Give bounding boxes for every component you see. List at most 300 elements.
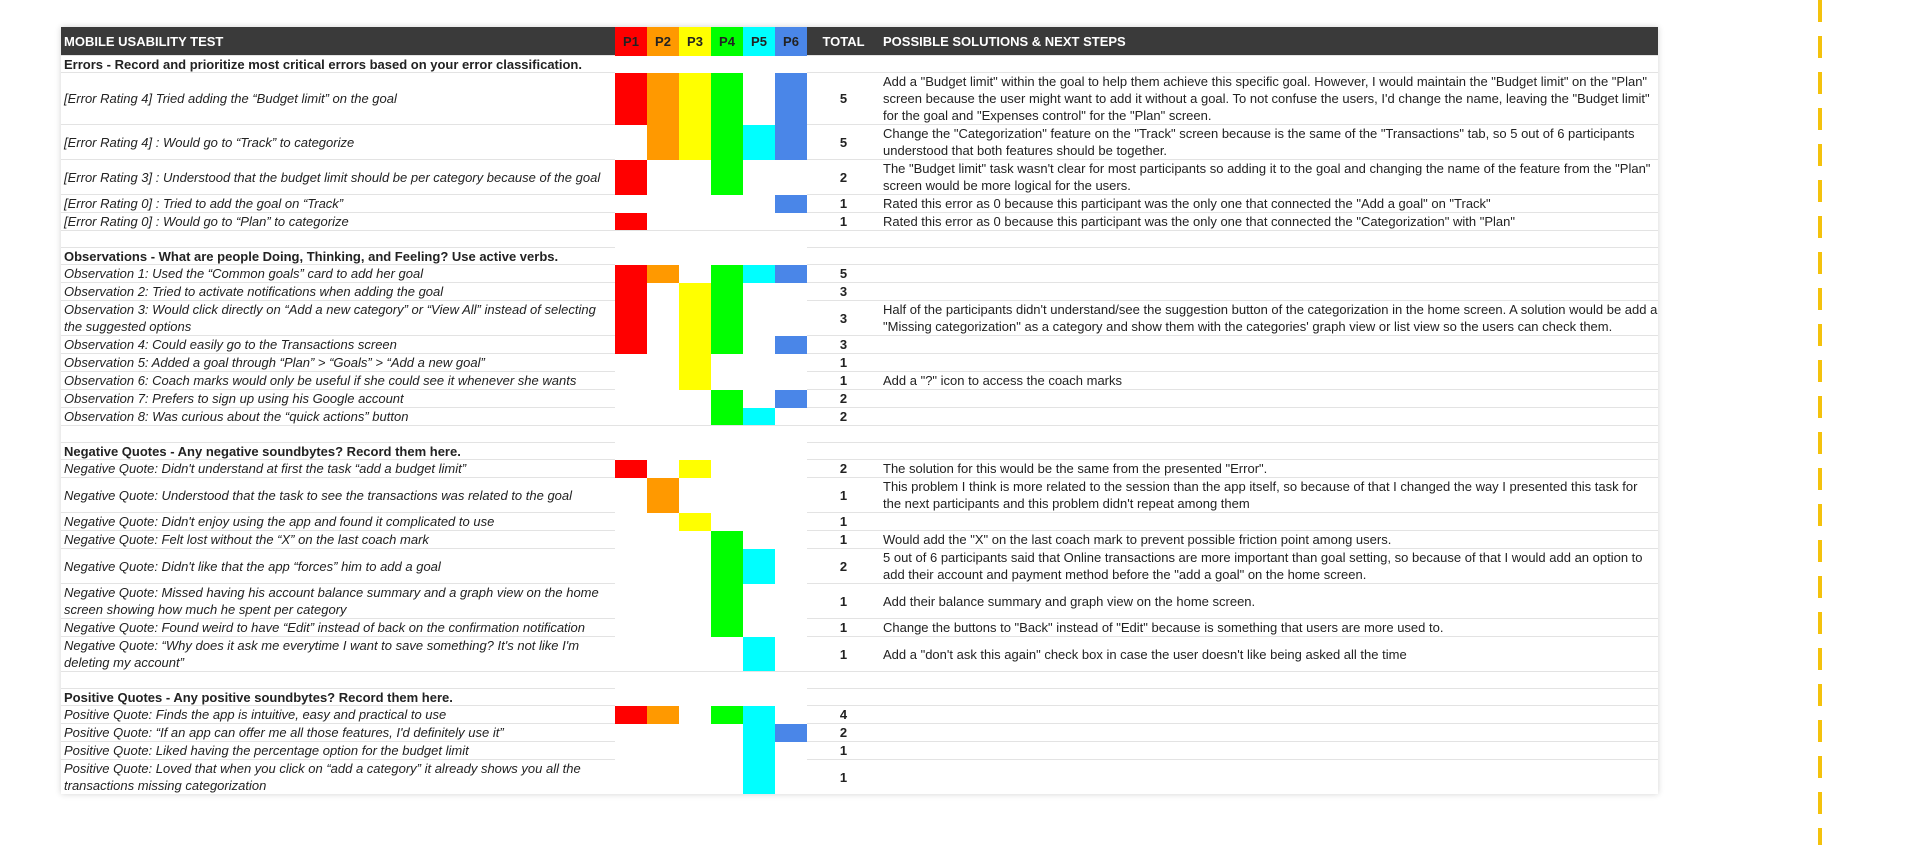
participant-mark-p5 bbox=[743, 531, 775, 549]
table-row bbox=[61, 742, 1658, 760]
participant-mark-p4 bbox=[711, 390, 743, 408]
header-p5: P5 bbox=[743, 27, 775, 56]
empty-cell bbox=[615, 443, 647, 460]
participant-mark-p4 bbox=[711, 195, 743, 213]
total-count: 2 bbox=[807, 460, 880, 478]
participant-mark-p2 bbox=[647, 265, 679, 283]
participant-mark-p1 bbox=[615, 283, 647, 301]
participant-mark-p2 bbox=[647, 125, 679, 160]
participant-mark-p3 bbox=[679, 408, 711, 426]
participant-mark-p3 bbox=[679, 390, 711, 408]
participant-mark-p5 bbox=[743, 408, 775, 426]
participant-mark-p1 bbox=[615, 460, 647, 478]
empty-cell bbox=[743, 248, 775, 265]
table-row bbox=[61, 460, 1658, 478]
empty-cell bbox=[807, 56, 880, 73]
participant-mark-p6 bbox=[775, 160, 807, 195]
solution-text: This problem I think is more related to the session than the app itself, so because of that I changed the way I presented this task for the next participants and this problem didn't repeat among them bbox=[880, 478, 1658, 513]
participant-mark-p2 bbox=[647, 195, 679, 213]
spacer-cell bbox=[61, 231, 1658, 248]
participant-mark-p4 bbox=[711, 372, 743, 390]
table-row bbox=[61, 724, 1658, 742]
total-count: 5 bbox=[807, 265, 880, 283]
total-count: 2 bbox=[807, 160, 880, 195]
table-row bbox=[61, 619, 1658, 637]
finding-label: Negative Quote: Missed having his account balance summary and a graph view on the home screen showing how much he spent per category bbox=[61, 584, 615, 619]
participant-mark-p5 bbox=[743, 301, 775, 336]
table-row bbox=[61, 125, 1658, 160]
empty-cell bbox=[880, 248, 1658, 265]
section-title: Observations - What are people Doing, Thinking, and Feeling? Use active verbs. bbox=[61, 248, 615, 265]
participant-mark-p2 bbox=[647, 760, 679, 795]
table-row bbox=[61, 478, 1658, 513]
empty-cell bbox=[647, 689, 679, 706]
solution-text: The solution for this would be the same from the presented "Error". bbox=[880, 460, 1658, 478]
solution-text: Rated this error as 0 because this participant was the only one that connected the "Categorization" with "Plan" bbox=[880, 213, 1658, 231]
finding-label: Observation 1: Used the “Common goals” card to add her goal bbox=[61, 265, 615, 283]
participant-mark-p4 bbox=[711, 301, 743, 336]
participant-mark-p4 bbox=[711, 160, 743, 195]
table-row bbox=[61, 637, 1658, 672]
header-row bbox=[61, 27, 1658, 56]
participant-mark-p2 bbox=[647, 460, 679, 478]
section-title: Negative Quotes - Any negative soundbytes? Record them here. bbox=[61, 443, 615, 460]
participant-mark-p3 bbox=[679, 372, 711, 390]
participant-mark-p1 bbox=[615, 354, 647, 372]
empty-cell bbox=[775, 56, 807, 73]
empty-cell bbox=[679, 689, 711, 706]
participant-mark-p1 bbox=[615, 706, 647, 724]
participant-mark-p5 bbox=[743, 724, 775, 742]
table-row bbox=[61, 706, 1658, 724]
empty-cell bbox=[880, 689, 1658, 706]
solution-text bbox=[880, 706, 1658, 724]
total-count: 1 bbox=[807, 531, 880, 549]
spacer-row bbox=[61, 426, 1658, 443]
participant-mark-p4 bbox=[711, 213, 743, 231]
participant-mark-p4 bbox=[711, 742, 743, 760]
total-count: 2 bbox=[807, 549, 880, 584]
empty-cell bbox=[615, 56, 647, 73]
table-row bbox=[61, 283, 1658, 301]
table-row bbox=[61, 584, 1658, 619]
empty-cell bbox=[807, 689, 880, 706]
participant-mark-p4 bbox=[711, 706, 743, 724]
finding-label: Negative Quote: Didn't like that the app “forces” him to add a goal bbox=[61, 549, 615, 584]
participant-mark-p4 bbox=[711, 531, 743, 549]
solution-text: Rated this error as 0 because this participant was the only one that connected the "Add a goal" on "Track" bbox=[880, 195, 1658, 213]
total-count: 3 bbox=[807, 301, 880, 336]
participant-mark-p4 bbox=[711, 513, 743, 531]
header-p6: P6 bbox=[775, 27, 807, 56]
total-count: 1 bbox=[807, 637, 880, 672]
participant-mark-p1 bbox=[615, 724, 647, 742]
participant-mark-p1 bbox=[615, 760, 647, 795]
empty-cell bbox=[647, 443, 679, 460]
table-row bbox=[61, 549, 1658, 584]
participant-mark-p6 bbox=[775, 706, 807, 724]
participant-mark-p3 bbox=[679, 283, 711, 301]
solution-text: Half of the participants didn't understand/see the suggestion button of the categorization in the home screen. A solution would be add a "Missing categorization" as a category and show them with the categories' graph view or list view so the users can check them. bbox=[880, 301, 1658, 336]
participant-mark-p6 bbox=[775, 478, 807, 513]
participant-mark-p5 bbox=[743, 706, 775, 724]
participant-mark-p6 bbox=[775, 213, 807, 231]
finding-label: Observation 3: Would click directly on “Add a new category” or “View All” instead of selecting the suggested options bbox=[61, 301, 615, 336]
empty-cell bbox=[615, 248, 647, 265]
participant-mark-p1 bbox=[615, 408, 647, 426]
participant-mark-p3 bbox=[679, 478, 711, 513]
participant-mark-p1 bbox=[615, 619, 647, 637]
participant-mark-p4 bbox=[711, 354, 743, 372]
empty-cell bbox=[615, 689, 647, 706]
solution-text bbox=[880, 513, 1658, 531]
participant-mark-p4 bbox=[711, 724, 743, 742]
empty-cell bbox=[647, 248, 679, 265]
participant-mark-p1 bbox=[615, 742, 647, 760]
participant-mark-p6 bbox=[775, 354, 807, 372]
total-count: 4 bbox=[807, 706, 880, 724]
empty-cell bbox=[743, 56, 775, 73]
participant-mark-p4 bbox=[711, 125, 743, 160]
total-count: 1 bbox=[807, 760, 880, 795]
participant-mark-p4 bbox=[711, 408, 743, 426]
participant-mark-p1 bbox=[615, 213, 647, 231]
section-header-row bbox=[61, 689, 1658, 706]
solution-text: Add their balance summary and graph view on the home screen. bbox=[880, 584, 1658, 619]
header-p4: P4 bbox=[711, 27, 743, 56]
participant-mark-p5 bbox=[743, 354, 775, 372]
participant-mark-p2 bbox=[647, 531, 679, 549]
empty-cell bbox=[711, 443, 743, 460]
section-header-row bbox=[61, 248, 1658, 265]
participant-mark-p6 bbox=[775, 513, 807, 531]
participant-mark-p5 bbox=[743, 160, 775, 195]
empty-cell bbox=[807, 248, 880, 265]
solution-text bbox=[880, 760, 1658, 795]
participant-mark-p1 bbox=[615, 372, 647, 390]
header-total: TOTAL bbox=[807, 27, 880, 56]
finding-label: Negative Quote: Found weird to have “Edit” instead of back on the confirmation notification bbox=[61, 619, 615, 637]
participant-mark-p5 bbox=[743, 195, 775, 213]
solution-text bbox=[880, 265, 1658, 283]
participant-mark-p1 bbox=[615, 478, 647, 513]
table-row bbox=[61, 265, 1658, 283]
empty-cell bbox=[711, 56, 743, 73]
participant-mark-p4 bbox=[711, 584, 743, 619]
finding-label: Observation 7: Prefers to sign up using his Google account bbox=[61, 390, 615, 408]
participant-mark-p6 bbox=[775, 460, 807, 478]
participant-mark-p5 bbox=[743, 372, 775, 390]
table-row bbox=[61, 760, 1658, 795]
solution-text: Add a "don't ask this again" check box in case the user doesn't like being asked all the time bbox=[880, 637, 1658, 672]
participant-mark-p1 bbox=[615, 390, 647, 408]
participant-mark-p5 bbox=[743, 265, 775, 283]
participant-mark-p6 bbox=[775, 73, 807, 125]
participant-mark-p2 bbox=[647, 73, 679, 125]
participant-mark-p6 bbox=[775, 283, 807, 301]
participant-mark-p2 bbox=[647, 372, 679, 390]
participant-mark-p5 bbox=[743, 336, 775, 354]
participant-mark-p6 bbox=[775, 760, 807, 795]
empty-cell bbox=[743, 443, 775, 460]
table-row bbox=[61, 390, 1658, 408]
finding-label: Observation 6: Coach marks would only be useful if she could see it whenever she wants bbox=[61, 372, 615, 390]
solution-text bbox=[880, 283, 1658, 301]
participant-mark-p3 bbox=[679, 460, 711, 478]
total-count: 1 bbox=[807, 195, 880, 213]
participant-mark-p6 bbox=[775, 372, 807, 390]
table-row bbox=[61, 195, 1658, 213]
finding-label: Negative Quote: Understood that the task to see the transactions was related to the goal bbox=[61, 478, 615, 513]
solution-text bbox=[880, 408, 1658, 426]
participant-mark-p3 bbox=[679, 301, 711, 336]
finding-label: Negative Quote: Felt lost without the “X” on the last coach mark bbox=[61, 531, 615, 549]
participant-mark-p6 bbox=[775, 724, 807, 742]
solution-text: Change the buttons to "Back" instead of "Edit" because is something that users are more used to. bbox=[880, 619, 1658, 637]
participant-mark-p2 bbox=[647, 390, 679, 408]
participant-mark-p6 bbox=[775, 301, 807, 336]
participant-mark-p5 bbox=[743, 760, 775, 795]
participant-mark-p5 bbox=[743, 742, 775, 760]
empty-cell bbox=[647, 56, 679, 73]
finding-label: [Error Rating 0] : Tried to add the goal on “Track” bbox=[61, 195, 615, 213]
participant-mark-p4 bbox=[711, 265, 743, 283]
empty-cell bbox=[711, 689, 743, 706]
participant-mark-p5 bbox=[743, 478, 775, 513]
section-header-row bbox=[61, 443, 1658, 460]
participant-mark-p2 bbox=[647, 549, 679, 584]
empty-cell bbox=[775, 248, 807, 265]
total-count: 2 bbox=[807, 390, 880, 408]
participant-mark-p3 bbox=[679, 637, 711, 672]
participant-mark-p6 bbox=[775, 531, 807, 549]
solution-text: Add a "Budget limit" within the goal to help them achieve this specific goal. However, I would maintain the "Budget limit" on the "Plan" screen because the user might want to add it without a goal. To not confuse the users, I'd change the name, leaving the "Budget limit" for the goal and "Expenses control" for the "Plan" screen. bbox=[880, 73, 1658, 125]
participant-mark-p3 bbox=[679, 531, 711, 549]
participant-mark-p3 bbox=[679, 160, 711, 195]
solution-text: Would add the "X" on the last coach mark to prevent possible friction point among users. bbox=[880, 531, 1658, 549]
participant-mark-p6 bbox=[775, 390, 807, 408]
participant-mark-p1 bbox=[615, 637, 647, 672]
participant-mark-p1 bbox=[615, 125, 647, 160]
participant-mark-p3 bbox=[679, 125, 711, 160]
total-count: 5 bbox=[807, 73, 880, 125]
participant-mark-p6 bbox=[775, 195, 807, 213]
total-count: 1 bbox=[807, 742, 880, 760]
total-count: 2 bbox=[807, 724, 880, 742]
participant-mark-p6 bbox=[775, 336, 807, 354]
empty-cell bbox=[679, 443, 711, 460]
participant-mark-p3 bbox=[679, 706, 711, 724]
participant-mark-p4 bbox=[711, 478, 743, 513]
participant-mark-p2 bbox=[647, 283, 679, 301]
participant-mark-p4 bbox=[711, 460, 743, 478]
finding-label: [Error Rating 4] : Would go to “Track” to categorize bbox=[61, 125, 615, 160]
empty-cell bbox=[775, 689, 807, 706]
participant-mark-p1 bbox=[615, 301, 647, 336]
participant-mark-p3 bbox=[679, 513, 711, 531]
solution-text bbox=[880, 336, 1658, 354]
total-count: 1 bbox=[807, 584, 880, 619]
total-count: 1 bbox=[807, 478, 880, 513]
total-count: 1 bbox=[807, 513, 880, 531]
participant-mark-p5 bbox=[743, 460, 775, 478]
finding-label: [Error Rating 3] : Understood that the budget limit should be per category because of the goal bbox=[61, 160, 615, 195]
finding-label: Observation 4: Could easily go to the Transactions screen bbox=[61, 336, 615, 354]
participant-mark-p1 bbox=[615, 549, 647, 584]
section-title: Errors - Record and prioritize most critical errors based on your error classification. bbox=[61, 56, 615, 73]
participant-mark-p1 bbox=[615, 531, 647, 549]
participant-mark-p6 bbox=[775, 742, 807, 760]
participant-mark-p2 bbox=[647, 478, 679, 513]
total-count: 1 bbox=[807, 372, 880, 390]
empty-cell bbox=[880, 56, 1658, 73]
participant-mark-p5 bbox=[743, 283, 775, 301]
participant-mark-p2 bbox=[647, 637, 679, 672]
participant-mark-p3 bbox=[679, 549, 711, 584]
total-count: 2 bbox=[807, 408, 880, 426]
total-count: 1 bbox=[807, 213, 880, 231]
participant-mark-p2 bbox=[647, 706, 679, 724]
finding-label: Positive Quote: Finds the app is intuitive, easy and practical to use bbox=[61, 706, 615, 724]
finding-label: Negative Quote: “Why does it ask me everytime I want to save something? It's not like I'm deleting my account” bbox=[61, 637, 615, 672]
participant-mark-p3 bbox=[679, 724, 711, 742]
participant-mark-p2 bbox=[647, 619, 679, 637]
participant-mark-p5 bbox=[743, 584, 775, 619]
participant-mark-p2 bbox=[647, 742, 679, 760]
total-count: 1 bbox=[807, 354, 880, 372]
participant-mark-p4 bbox=[711, 637, 743, 672]
sheet-title: MOBILE USABILITY TEST bbox=[61, 27, 615, 56]
participant-mark-p1 bbox=[615, 160, 647, 195]
participant-mark-p3 bbox=[679, 213, 711, 231]
finding-label: [Error Rating 0] : Would go to “Plan” to categorize bbox=[61, 213, 615, 231]
participant-mark-p5 bbox=[743, 513, 775, 531]
table-row bbox=[61, 531, 1658, 549]
spacer-cell bbox=[61, 672, 1658, 689]
participant-mark-p2 bbox=[647, 408, 679, 426]
header-solutions: POSSIBLE SOLUTIONS & NEXT STEPS bbox=[880, 27, 1658, 56]
participant-mark-p5 bbox=[743, 390, 775, 408]
participant-mark-p2 bbox=[647, 584, 679, 619]
finding-label: Observation 8: Was curious about the “quick actions” button bbox=[61, 408, 615, 426]
empty-cell bbox=[807, 443, 880, 460]
participant-mark-p6 bbox=[775, 619, 807, 637]
finding-label: Positive Quote: Liked having the percentage option for the budget limit bbox=[61, 742, 615, 760]
finding-label: Observation 2: Tried to activate notifications when adding the goal bbox=[61, 283, 615, 301]
solution-text: Add a "?" icon to access the coach marks bbox=[880, 372, 1658, 390]
participant-mark-p1 bbox=[615, 195, 647, 213]
decorative-dashed-line bbox=[1818, 0, 1822, 845]
participant-mark-p4 bbox=[711, 619, 743, 637]
table-row bbox=[61, 160, 1658, 195]
table-row bbox=[61, 73, 1658, 125]
solution-text: 5 out of 6 participants said that Online transactions are more important than goal setting, so because of that I would add an option to add their account and payment method before the "add a goal" on the home screen. bbox=[880, 549, 1658, 584]
participant-mark-p4 bbox=[711, 760, 743, 795]
participant-mark-p6 bbox=[775, 637, 807, 672]
participant-mark-p6 bbox=[775, 125, 807, 160]
header-p1: P1 bbox=[615, 27, 647, 56]
participant-mark-p1 bbox=[615, 73, 647, 125]
empty-cell bbox=[880, 443, 1658, 460]
table-row bbox=[61, 408, 1658, 426]
participant-mark-p1 bbox=[615, 336, 647, 354]
finding-label: Positive Quote: Loved that when you click on “add a category” it already shows you all the transactions missing categorization bbox=[61, 760, 615, 795]
spacer-row bbox=[61, 231, 1658, 248]
participant-mark-p6 bbox=[775, 584, 807, 619]
participant-mark-p3 bbox=[679, 265, 711, 283]
participant-mark-p5 bbox=[743, 73, 775, 125]
total-count: 1 bbox=[807, 619, 880, 637]
solution-text bbox=[880, 390, 1658, 408]
section-header-row bbox=[61, 56, 1658, 73]
table-row bbox=[61, 213, 1658, 231]
participant-mark-p4 bbox=[711, 73, 743, 125]
total-count: 5 bbox=[807, 125, 880, 160]
finding-label: Negative Quote: Didn't understand at first the task “add a budget limit” bbox=[61, 460, 615, 478]
participant-mark-p2 bbox=[647, 213, 679, 231]
participant-mark-p5 bbox=[743, 213, 775, 231]
participant-mark-p3 bbox=[679, 73, 711, 125]
empty-cell bbox=[743, 689, 775, 706]
participant-mark-p3 bbox=[679, 336, 711, 354]
participant-mark-p3 bbox=[679, 195, 711, 213]
empty-cell bbox=[679, 248, 711, 265]
participant-mark-p4 bbox=[711, 283, 743, 301]
participant-mark-p4 bbox=[711, 549, 743, 584]
participant-mark-p2 bbox=[647, 160, 679, 195]
participant-mark-p6 bbox=[775, 408, 807, 426]
section-title: Positive Quotes - Any positive soundbytes? Record them here. bbox=[61, 689, 615, 706]
participant-mark-p1 bbox=[615, 265, 647, 283]
participant-mark-p2 bbox=[647, 301, 679, 336]
table-row bbox=[61, 336, 1658, 354]
participant-mark-p5 bbox=[743, 125, 775, 160]
finding-label: Negative Quote: Didn't enjoy using the app and found it complicated to use bbox=[61, 513, 615, 531]
header-p3: P3 bbox=[679, 27, 711, 56]
spacer-row bbox=[61, 672, 1658, 689]
solution-text bbox=[880, 742, 1658, 760]
participant-mark-p3 bbox=[679, 742, 711, 760]
solution-text: The "Budget limit" task wasn't clear for most participants so adding it to the goal and changing the name of the feature from the "Plan" screen would be more logical for the users. bbox=[880, 160, 1658, 195]
empty-cell bbox=[679, 56, 711, 73]
participant-mark-p2 bbox=[647, 354, 679, 372]
participant-mark-p6 bbox=[775, 549, 807, 584]
solution-text: Change the "Categorization" feature on the "Track" screen because is the same of the "Transactions" tab, so 5 out of 6 participants understood that both features should be together. bbox=[880, 125, 1658, 160]
table-row bbox=[61, 372, 1658, 390]
participant-mark-p6 bbox=[775, 265, 807, 283]
participant-mark-p3 bbox=[679, 354, 711, 372]
participant-mark-p1 bbox=[615, 513, 647, 531]
participant-mark-p2 bbox=[647, 336, 679, 354]
participant-mark-p3 bbox=[679, 760, 711, 795]
participant-mark-p2 bbox=[647, 513, 679, 531]
table-row bbox=[61, 513, 1658, 531]
participant-mark-p5 bbox=[743, 549, 775, 584]
table-row bbox=[61, 354, 1658, 372]
finding-label: Positive Quote: “If an app can offer me all those features, I'd definitely use it” bbox=[61, 724, 615, 742]
spacer-cell bbox=[61, 426, 1658, 443]
finding-label: Observation 5: Added a goal through “Plan” > “Goals” > “Add a new goal” bbox=[61, 354, 615, 372]
finding-label: [Error Rating 4] Tried adding the “Budget limit” on the goal bbox=[61, 73, 615, 125]
empty-cell bbox=[711, 248, 743, 265]
participant-mark-p2 bbox=[647, 724, 679, 742]
participant-mark-p5 bbox=[743, 619, 775, 637]
participant-mark-p5 bbox=[743, 637, 775, 672]
total-count: 3 bbox=[807, 336, 880, 354]
participant-mark-p1 bbox=[615, 584, 647, 619]
header-p2: P2 bbox=[647, 27, 679, 56]
empty-cell bbox=[775, 443, 807, 460]
